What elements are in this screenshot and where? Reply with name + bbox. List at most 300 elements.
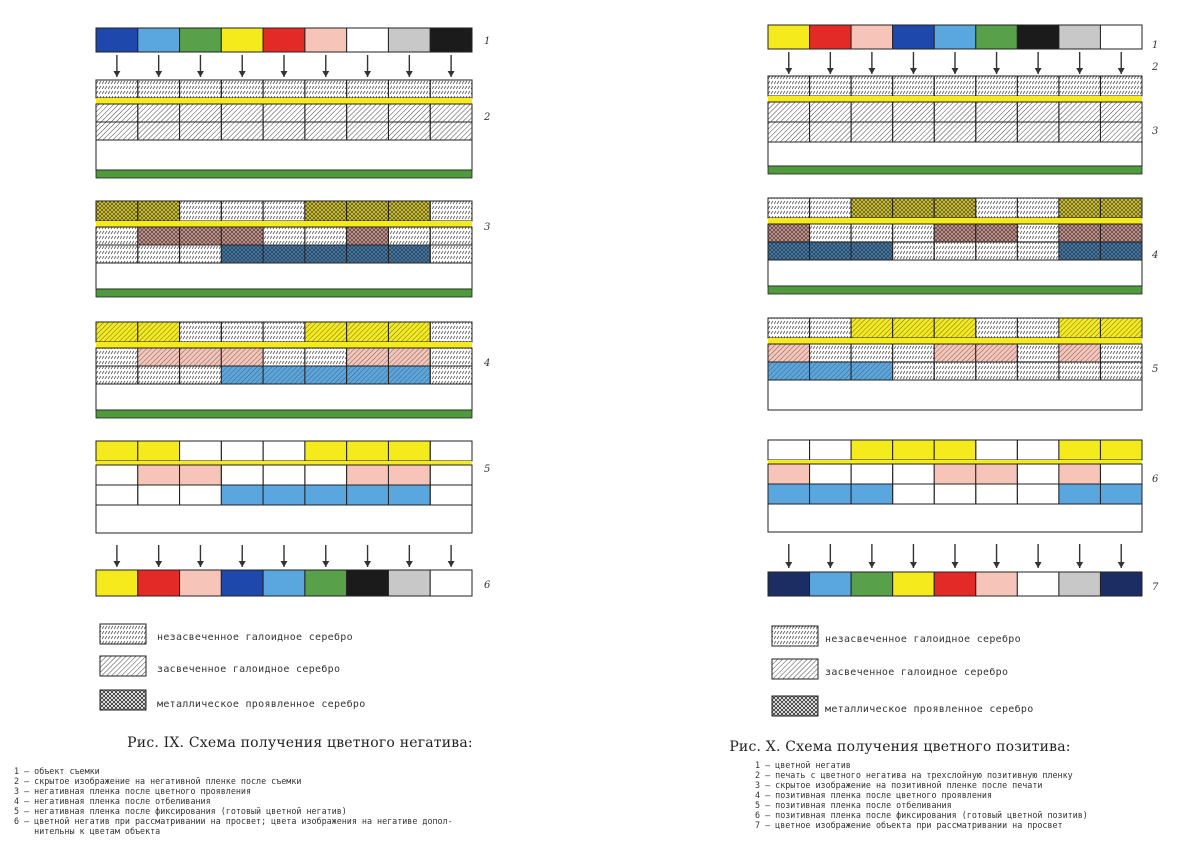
stage3-silver-cell	[180, 201, 222, 221]
stage3-silver-cell	[851, 102, 893, 122]
stage4-silver-cell	[263, 366, 305, 384]
viewing-arrow-head	[406, 561, 413, 567]
stage-label-3: 3	[484, 222, 491, 233]
stage2-film-base	[96, 170, 472, 178]
positive-strip-cell-yellow	[893, 572, 935, 596]
stage3-silver-cell	[1100, 76, 1142, 96]
stage6-dye-cell	[1059, 440, 1101, 460]
stage5-silver-cell	[810, 362, 852, 380]
note-item: 4 — позитивная пленка после цветного проявления	[755, 790, 992, 800]
stage2-silver-cell	[138, 80, 180, 98]
stage5-silver-cell	[851, 344, 893, 362]
stage5-dye-cell	[221, 485, 263, 505]
stage3-substrate	[768, 142, 1142, 166]
stage3-silver-cell	[221, 227, 263, 245]
negative-input-strip-cell-white	[1100, 25, 1142, 49]
stage-label-2: 2	[1152, 62, 1159, 73]
stage5-cell-border	[305, 465, 347, 485]
stage4-silver-cell	[810, 242, 852, 260]
negative-input-strip-cell-blue	[893, 25, 935, 49]
stage4-silver-cell	[388, 366, 430, 384]
stage4-silver-cell	[221, 322, 263, 342]
printing-arrow-head	[910, 68, 917, 74]
stage5-cell-border	[96, 485, 138, 505]
stage3-silver-cell	[768, 102, 810, 122]
stage3-silver-cell	[810, 102, 852, 122]
stage5-silver-cell	[893, 318, 935, 338]
viewing-arrow-head	[910, 562, 917, 568]
stage5-silver-cell	[1100, 362, 1142, 380]
stage3-silver-cell	[810, 76, 852, 96]
stage3-silver-cell	[1017, 102, 1059, 122]
viewing-arrow-head	[1076, 562, 1083, 568]
stage5-cell-border	[221, 465, 263, 485]
stage2-silver-cell	[96, 104, 138, 122]
stage6-dye-cell	[768, 484, 810, 504]
exposure-arrow-head	[281, 71, 288, 77]
stage2-silver-cell	[138, 104, 180, 122]
stage6-dye-cell	[934, 440, 976, 460]
stage2-substrate	[96, 140, 472, 170]
printing-arrow-head	[1118, 68, 1125, 74]
negative-strip-cell-pink	[180, 570, 222, 596]
stage6-cell-border	[893, 484, 935, 504]
stage4-yellow-filter	[96, 342, 472, 348]
stage5-silver-cell	[851, 318, 893, 338]
stage4-film-base	[768, 286, 1142, 294]
stage4-silver-cell	[1059, 242, 1101, 260]
stage4-silver-cell	[263, 348, 305, 366]
stage5-dye-cell	[180, 465, 222, 485]
viewing-arrow-head	[281, 561, 288, 567]
stage5-silver-cell	[976, 362, 1018, 380]
stage5-silver-cell	[1059, 362, 1101, 380]
stage3-silver-cell	[388, 227, 430, 245]
legend-label-developed: металлическое проявленное серебро	[825, 704, 1034, 715]
stage3-silver-cell	[1059, 102, 1101, 122]
printing-arrow-head	[952, 68, 959, 74]
stage5-cell-border	[221, 441, 263, 461]
stage3-silver-cell	[305, 201, 347, 221]
stage5-cell-border	[180, 485, 222, 505]
stage4-silver-cell	[96, 322, 138, 342]
stage6-dye-cell	[1100, 484, 1142, 504]
stage4-silver-cell	[851, 198, 893, 218]
stage2-silver-cell	[180, 80, 222, 98]
printing-arrow-head	[868, 68, 875, 74]
stage6-dye-cell	[810, 484, 852, 504]
stage2-silver-cell	[430, 122, 472, 140]
viewing-arrow-head	[448, 561, 455, 567]
stage2-silver-cell	[221, 80, 263, 98]
note-item: 4 — негативная пленка после отбеливания	[14, 796, 211, 806]
stage5-substrate	[96, 505, 472, 533]
stage4-silver-cell	[430, 366, 472, 384]
positive-strip-cell-pink	[976, 572, 1018, 596]
legend-label-unexposed: незасвеченное галоидное серебро	[157, 632, 353, 643]
stage3-yellow-filter	[768, 96, 1142, 102]
stage5-silver-cell	[1059, 318, 1101, 338]
stage3-silver-cell	[934, 122, 976, 142]
stage3-silver-cell	[221, 201, 263, 221]
note-item: 5 — негативная пленка после фиксирования (готовый цветной негатив)	[14, 806, 347, 816]
stage6-cell-border	[893, 464, 935, 484]
stage5-dye-cell	[138, 441, 180, 461]
stage4-silver-cell	[1059, 198, 1101, 218]
stage4-yellow-filter	[768, 218, 1142, 224]
figure-ix-notes	[14, 766, 453, 836]
object-strip-cell-white	[347, 28, 389, 52]
stage3-silver-cell	[976, 76, 1018, 96]
note-item: 3 — негативная пленка после цветного проявления	[14, 786, 251, 796]
stage5-dye-cell	[305, 485, 347, 505]
stage3-silver-cell	[1059, 122, 1101, 142]
stage4-silver-cell	[180, 322, 222, 342]
printing-arrow-head	[993, 68, 1000, 74]
stage2-silver-cell	[221, 104, 263, 122]
stage-label-5: 5	[1152, 364, 1159, 375]
stage3-film-base	[768, 166, 1142, 174]
legend-label-exposed: засвеченное галоидное серебро	[157, 664, 341, 675]
stage3-silver-cell	[893, 122, 935, 142]
positive-strip-cell-white	[1017, 572, 1059, 596]
stage3-silver-cell	[263, 245, 305, 263]
stage-label-4: 4	[1152, 250, 1159, 261]
legend-swatch-d	[772, 626, 818, 646]
stage4-film-base	[96, 410, 472, 418]
stage6-cell-border	[976, 484, 1018, 504]
stage6-dye-cell	[893, 440, 935, 460]
negative-input-strip-cell-cyan	[934, 25, 976, 49]
stage2-silver-cell	[96, 80, 138, 98]
stage4-silver-cell	[976, 242, 1018, 260]
stage2-silver-cell	[138, 122, 180, 140]
stage3-silver-cell	[810, 122, 852, 142]
viewing-arrow-head	[952, 562, 959, 568]
stage2-silver-cell	[180, 104, 222, 122]
stage5-silver-cell	[1017, 344, 1059, 362]
stage3-silver-cell	[934, 102, 976, 122]
stage3-silver-cell	[851, 76, 893, 96]
stage2-silver-cell	[430, 80, 472, 98]
stage4-silver-cell	[768, 224, 810, 242]
stage5-cell-border	[430, 441, 472, 461]
object-strip-cell-cyan	[138, 28, 180, 52]
stage5-yellow-filter	[768, 338, 1142, 344]
stage3-yellow-filter	[96, 221, 472, 227]
stage3-silver-cell	[430, 245, 472, 263]
stage2-silver-cell	[305, 122, 347, 140]
stage2-yellow-filter	[96, 98, 472, 104]
stage5-silver-cell	[1017, 362, 1059, 380]
stage2-silver-cell	[347, 122, 389, 140]
stage5-silver-cell	[768, 362, 810, 380]
stage-label-6: 6	[484, 580, 491, 591]
stage4-silver-cell	[388, 322, 430, 342]
negative-strip-cell-cyan	[263, 570, 305, 596]
stage6-cell-border	[1017, 464, 1059, 484]
stage5-cell-border	[263, 465, 305, 485]
stage3-silver-cell	[934, 76, 976, 96]
stage3-silver-cell	[180, 227, 222, 245]
stage3-film-base	[96, 289, 472, 297]
positive-strip-cell-green	[851, 572, 893, 596]
stage-label-5: 5	[484, 464, 491, 475]
exposure-arrow-head	[364, 71, 371, 77]
note-item: 6 — цветной негатив при рассматривании на просвет; цвета изображения на негативе допол-	[14, 816, 453, 826]
viewing-arrow-head	[785, 562, 792, 568]
stage4-silver-cell	[810, 198, 852, 218]
stage4-silver-cell	[305, 366, 347, 384]
stage5-silver-cell	[976, 318, 1018, 338]
stage2-silver-cell	[430, 104, 472, 122]
stage5-silver-cell	[1017, 318, 1059, 338]
stage4-silver-cell	[138, 348, 180, 366]
note-item: 1 — цветной негатив	[755, 760, 851, 770]
stage4-silver-cell	[768, 242, 810, 260]
exposure-arrow-head	[322, 71, 329, 77]
viewing-arrow-head	[827, 562, 834, 568]
stage3-substrate	[96, 263, 472, 289]
note-item: 2 — скрытое изображение на негативной пленке после съемки	[14, 776, 302, 786]
viewing-arrow-head	[155, 561, 162, 567]
stage3-silver-cell	[263, 201, 305, 221]
stage5-dye-cell	[347, 485, 389, 505]
viewing-arrow-head	[113, 561, 120, 567]
stage4-silver-cell	[976, 198, 1018, 218]
stage5-silver-cell	[1100, 318, 1142, 338]
stage3-silver-cell	[263, 227, 305, 245]
stage6-dye-cell	[934, 464, 976, 484]
stage3-silver-cell	[347, 227, 389, 245]
note-item: нительны к цветам объекта	[14, 826, 161, 836]
object-strip-cell-black	[430, 28, 472, 52]
stage5-dye-cell	[388, 465, 430, 485]
figure-ix-caption: Рис. IX. Схема получения цветного негатива:	[127, 735, 473, 751]
stage5-silver-cell	[893, 344, 935, 362]
stage4-silver-cell	[1017, 242, 1059, 260]
viewing-arrow-head	[1118, 562, 1125, 568]
viewing-arrow-head	[868, 562, 875, 568]
viewing-arrow-head	[1035, 562, 1042, 568]
stage4-silver-cell	[221, 366, 263, 384]
negative-strip-cell-grey	[388, 570, 430, 596]
stage2-silver-cell	[305, 80, 347, 98]
stage5-cell-border	[263, 441, 305, 461]
stage5-silver-cell	[768, 318, 810, 338]
stage-label-7: 7	[1152, 582, 1159, 593]
stage5-dye-cell	[96, 441, 138, 461]
stage3-silver-cell	[388, 201, 430, 221]
stage3-silver-cell	[1017, 76, 1059, 96]
exposure-arrow-head	[448, 71, 455, 77]
viewing-arrow-head	[322, 561, 329, 567]
object-strip-cell-blue	[96, 28, 138, 52]
negative-input-strip-cell-red	[810, 25, 852, 49]
viewing-arrow-head	[197, 561, 204, 567]
stage5-cell-border	[430, 485, 472, 505]
note-item: 3 — скрытое изображение на позитивной пленке после печати	[755, 780, 1043, 790]
exposure-arrow-head	[113, 71, 120, 77]
figure-x-notes	[755, 760, 1088, 830]
stage2-silver-cell	[96, 122, 138, 140]
printing-arrow-head	[785, 68, 792, 74]
stage4-silver-cell	[96, 348, 138, 366]
stage6-dye-cell	[851, 484, 893, 504]
positive-strip-cell-grey	[1059, 572, 1101, 596]
note-item: 2 — печать с цветного негатива на трехслойную позитивную пленку	[755, 770, 1073, 780]
stage5-silver-cell	[810, 344, 852, 362]
legend-swatch-d	[100, 624, 146, 644]
stage4-silver-cell	[934, 224, 976, 242]
stage5-yellow-filter	[96, 461, 472, 465]
stage3-silver-cell	[138, 227, 180, 245]
stage6-cell-border	[1017, 440, 1059, 460]
stage6-dye-cell	[976, 464, 1018, 484]
negative-strip-cell-green	[305, 570, 347, 596]
stage4-silver-cell	[893, 198, 935, 218]
stage4-silver-cell	[347, 366, 389, 384]
stage5-dye-cell	[347, 465, 389, 485]
stage2-silver-cell	[221, 122, 263, 140]
legend-swatch-h	[100, 656, 146, 676]
viewing-arrow-head	[364, 561, 371, 567]
stage3-silver-cell	[347, 201, 389, 221]
stage3-silver-cell	[96, 227, 138, 245]
object-strip-cell-yellow	[221, 28, 263, 52]
stage4-silver-cell	[430, 348, 472, 366]
stage5-silver-cell	[893, 362, 935, 380]
stage3-silver-cell	[305, 245, 347, 263]
stage5-silver-cell	[934, 344, 976, 362]
negative-strip-cell-blue	[221, 570, 263, 596]
exposure-arrow-head	[239, 71, 246, 77]
stage2-silver-cell	[305, 104, 347, 122]
object-strip-cell-green	[180, 28, 222, 52]
legend-label-developed: металлическое проявленное серебро	[157, 699, 366, 710]
stage2-silver-cell	[347, 80, 389, 98]
legend-label-unexposed: незасвеченное галоидное серебро	[825, 634, 1021, 645]
stage2-silver-cell	[347, 104, 389, 122]
stage4-silver-cell	[1100, 242, 1142, 260]
stage6-cell-border	[768, 440, 810, 460]
stage4-silver-cell	[810, 224, 852, 242]
positive-strip-cell-navy	[768, 572, 810, 596]
stage-label-4: 4	[484, 358, 491, 369]
stage5-silver-cell	[851, 362, 893, 380]
object-strip-cell-red	[263, 28, 305, 52]
stage4-silver-cell	[976, 224, 1018, 242]
stage5-cell-border	[96, 465, 138, 485]
stage4-silver-cell	[347, 322, 389, 342]
stage3-silver-cell	[138, 245, 180, 263]
stage3-silver-cell	[347, 245, 389, 263]
stage3-silver-cell	[1017, 122, 1059, 142]
stage4-silver-cell	[851, 224, 893, 242]
printing-arrow-head	[1035, 68, 1042, 74]
stage5-substrate	[768, 380, 1142, 410]
stage4-silver-cell	[1059, 224, 1101, 242]
legend-swatch-x	[772, 696, 818, 716]
stage3-silver-cell	[221, 245, 263, 263]
stage4-silver-cell	[138, 366, 180, 384]
stage3-silver-cell	[430, 227, 472, 245]
stage3-silver-cell	[388, 245, 430, 263]
stage6-yellow-filter	[768, 460, 1142, 464]
negative-strip-cell-yellow	[96, 570, 138, 596]
legend-label-exposed: засвеченное галоидное серебро	[825, 667, 1009, 678]
stage6-dye-cell	[1059, 484, 1101, 504]
note-item: 7 — цветное изображение объекта при рассматривании на просвет	[755, 820, 1063, 830]
printing-arrow-head	[1076, 68, 1083, 74]
stage5-dye-cell	[305, 441, 347, 461]
stage3-silver-cell	[1100, 102, 1142, 122]
stage3-silver-cell	[138, 201, 180, 221]
stage4-silver-cell	[1017, 224, 1059, 242]
stage3-silver-cell	[976, 122, 1018, 142]
stage3-silver-cell	[96, 245, 138, 263]
stage4-silver-cell	[851, 242, 893, 260]
stage4-silver-cell	[305, 322, 347, 342]
exposure-arrow-head	[406, 71, 413, 77]
stage4-silver-cell	[893, 242, 935, 260]
stage4-silver-cell	[138, 322, 180, 342]
stage4-silver-cell	[1017, 198, 1059, 218]
stage3-silver-cell	[893, 102, 935, 122]
stage6-dye-cell	[851, 440, 893, 460]
stage5-silver-cell	[1059, 344, 1101, 362]
legend-swatch-x	[100, 690, 146, 710]
stage6-dye-cell	[768, 464, 810, 484]
stage4-silver-cell	[180, 366, 222, 384]
note-item: 1 — объект съемки	[14, 766, 100, 776]
stage3-silver-cell	[976, 102, 1018, 122]
stage5-dye-cell	[388, 485, 430, 505]
stage5-silver-cell	[810, 318, 852, 338]
negative-input-strip-cell-grey	[1059, 25, 1101, 49]
negative-input-strip-cell-green	[976, 25, 1018, 49]
stage4-silver-cell	[305, 348, 347, 366]
stage6-dye-cell	[1059, 464, 1101, 484]
stage4-silver-cell	[934, 198, 976, 218]
stage6-cell-border	[1017, 484, 1059, 504]
exposure-arrow-head	[197, 71, 204, 77]
stage2-silver-cell	[388, 104, 430, 122]
stage5-silver-cell	[1100, 344, 1142, 362]
note-item: 6 — позитивная пленка после фиксирования (готовый цветной позитив)	[755, 810, 1088, 820]
printing-arrow-head	[827, 68, 834, 74]
stage2-silver-cell	[388, 80, 430, 98]
stage2-silver-cell	[180, 122, 222, 140]
stage3-silver-cell	[305, 227, 347, 245]
stage3-silver-cell	[768, 76, 810, 96]
negative-strip-cell-white	[430, 570, 472, 596]
stage4-silver-cell	[1100, 198, 1142, 218]
stage4-silver-cell	[221, 348, 263, 366]
stage4-silver-cell	[180, 348, 222, 366]
stage4-silver-cell	[388, 348, 430, 366]
figure-x-diagram	[600, 0, 1200, 860]
stage3-silver-cell	[1059, 76, 1101, 96]
stage3-silver-cell	[430, 201, 472, 221]
stage5-dye-cell	[388, 441, 430, 461]
stage5-silver-cell	[934, 362, 976, 380]
negative-strip-cell-red	[138, 570, 180, 596]
stage4-silver-cell	[96, 366, 138, 384]
stage5-silver-cell	[976, 344, 1018, 362]
figure-x-panel	[600, 0, 1200, 860]
note-item: 5 — позитивная пленка после отбеливания	[755, 800, 952, 810]
